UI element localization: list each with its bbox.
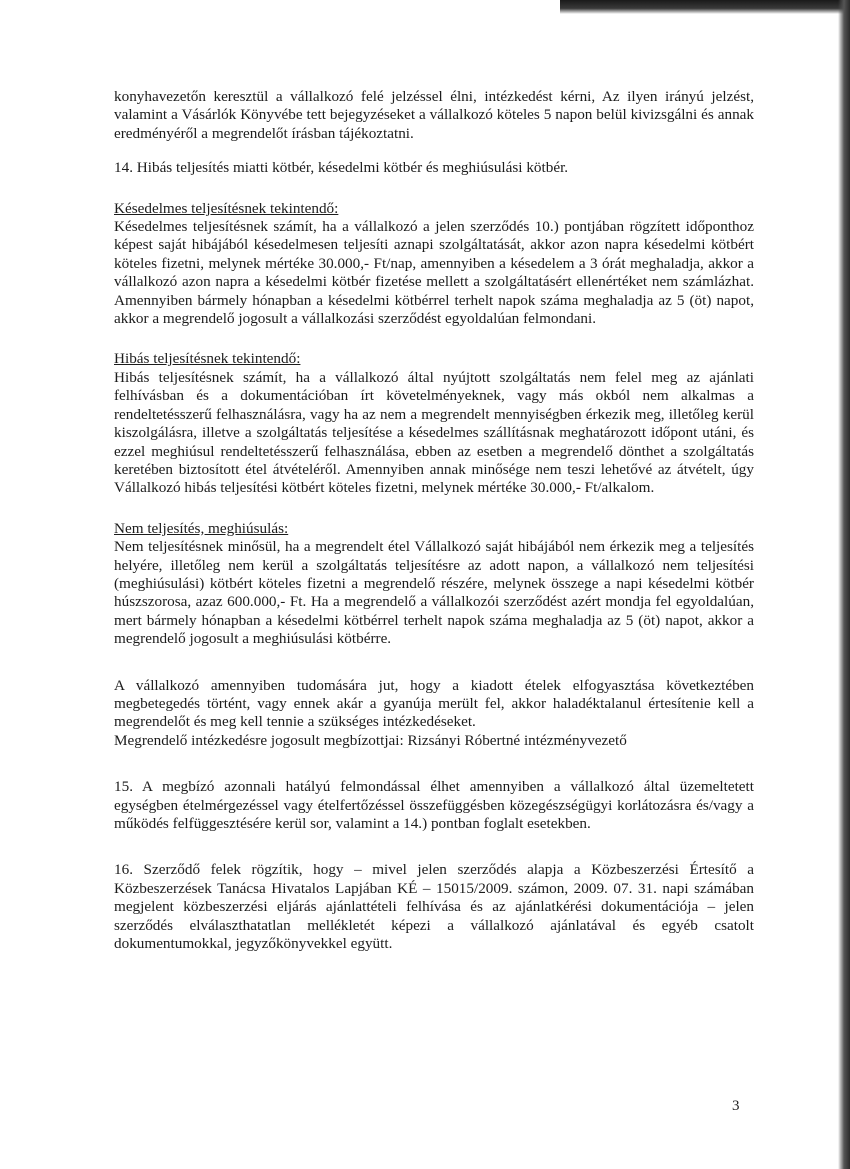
faulty-performance-heading: Hibás teljesítésnek tekintendő:: [114, 350, 301, 368]
scan-shadow-top: [560, 0, 850, 14]
late-performance-heading: Késedelmes teljesítésnek tekintendő:: [114, 199, 339, 217]
faulty-performance-paragraph: Hibás teljesítésnek számít, ha a vállalkozó által nyújtott szolgáltatás nem felel meg az ajánlati felhívásban és a dokumentációban írt követelményeknek, vagy más okból nem alkalmas a rendeltetésszerű felhasználásra, vagy ha az nem a megrendelt mennyiségben érkezik meg, illetőleg kerül kiszolgálásra, illetve a szolgáltatás teljesítése a késedelmes szállításnak meghatározott időpont utáni, és ezzel meghiúsul rendeltetésszerű felhasználása, ebben az esetben a megrendelő dönthet a szolgáltatás keretében biztosított étel átvételéről. Amennyiben annak minősége nem teszi lehetővé az átvételt, úgy Vállalkozó hibás teljesítési kötbért köteles fizetni, melynek mértéke 30.000,- Ft/alkalom.: [114, 368, 754, 497]
non-performance-heading: Nem teljesítés, meghiúsulás:: [114, 519, 289, 537]
section-15-paragraph: 15. A megbízó azonnali hatályú felmondással élhet amennyiben a vállalkozó által üzemeltetett egységben ételmérgezéssel vagy ételfertőzéssel összefüggésben közegészségügyi korlátozásra és/vagy a működés felfüggesztésére kerül sor, valamint a 14.) pontban foglalt esetekben.: [114, 778, 754, 832]
illness-paragraph: A vállalkozó amennyiben tudomására jut, hogy a kiadott ételek elfogyasztása következtében megbetegedés történt, vagy ennek akár a gyanúja merült fel, akkor haladéktalanul értesítenie kell a megrendelőt és meg kell tennie a szükséges intézkedéseket.: [114, 676, 754, 731]
late-performance-paragraph: Késedelmes teljesítésnek számít, ha a vállalkozó a jelen szerződés 10.) pontjában rögzített időponthoz képest saját hibájából késedelmesen teljesíti aznapi szolgáltatását, akkor azon napra késedelmi kötbért köteles fizetni, melynek mértéke 30.000,- Ft/nap, amennyiben a késedelem a 3 órát meghaladja, akkor a vállalkozó azon napra a késedelmi kötbér fizetése mellett a szolgáltatásért ellenértéket nem számlázhat. Amennyiben bármely hónapban a késedelmi kötbérrel terhelt napok száma meghaladja az 5 (öt) napot, akkor a megrendelő jogosult a vállalkozási szerződést egyoldalúan felmondani.: [114, 218, 754, 328]
non-performance-paragraph: Nem teljesítésnek minősül, ha a megrendelt étel Vállalkozó saját hibájából nem érkezik meg a teljesítés helyére, illetőleg nem kerül a szolgáltatás teljesítésre az adott napon, a vállalkozó nem teljesítési (meghiúsulási) kötbért köteles fizetni a megrendelő részére, melynek összege a napi késedelmi kötbér húszszorosa, azaz 600.000,- Ft. Ha a megrendelő a vállalkozói szerződést azért mondja fel egyoldalúan, mert bármely hónapban a késedelmi kötbérrel terhelt napok száma meghaladja az 5 (öt) napot, akkor a megrendelő jogosult a meghiúsulási kötbérre.: [114, 538, 754, 648]
section-14-title: 14. Hibás teljesítés miatti kötbér, késedelmi kötbér és meghiúsulási kötbér.: [114, 159, 569, 177]
section-16-paragraph: 16. Szerződő felek rögzítik, hogy – mivel jelen szerződés alapja a Közbeszerzési Értesítő a Közbeszerzések Tanácsa Hivatalos Lapjában KÉ – 15015/2009. számon, 2009. 07. 31. napi számában megjelent közbeszerzési eljárás ajánlattételi felhívása és az ajánlatkérési dokumentációja – jelen szerződés elválaszthatatlan mellékletét képezi a vállalkozó ajánlatával és egyéb csatolt dokumentumokkal, jegyzőkönyvekkel együtt.: [114, 861, 754, 953]
scan-shadow-right: [838, 0, 850, 1169]
authorized-representative-line: Megrendelő intézkedésre jogosult megbízottjai: Rizsányi Róbertné intézményvezető: [114, 731, 627, 749]
document-page: [114, 88, 754, 953]
intro-paragraph: konyhavezetőn keresztül a vállalkozó felé jelzéssel élni, intézkedést kérni, Az ilyen irányú jelzést, valamint a Vásárlók Könyvébe tett bejegyzéseket a vállalkozó köteles 5 napon belül kivizsgálni és annak eredményéről a megrendelőt írásban tájékoztatni.: [114, 88, 754, 142]
page-number: 3: [732, 1098, 740, 1114]
